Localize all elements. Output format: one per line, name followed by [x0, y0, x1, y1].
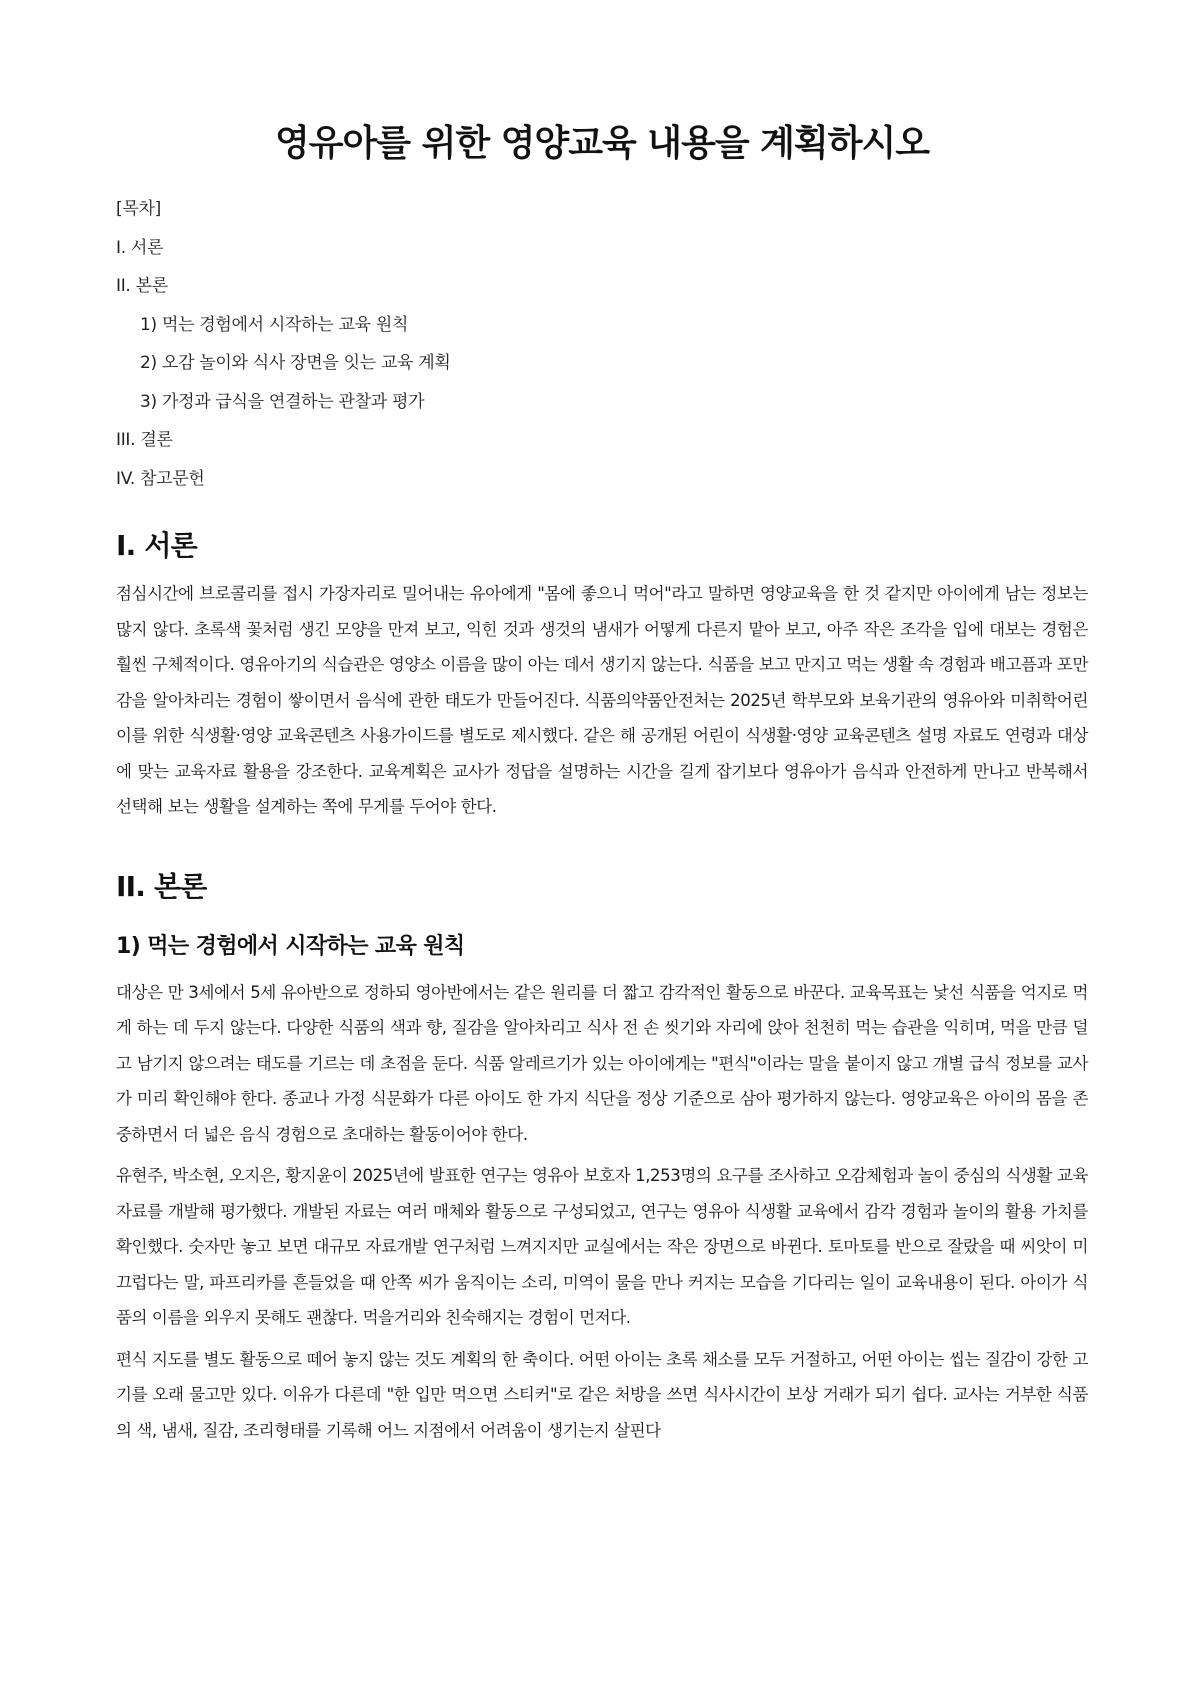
toc-item-references: IV. 참고문헌	[116, 468, 205, 489]
toc-heading: [목차]	[116, 199, 161, 219]
intro-heading: I. 서론	[116, 529, 197, 562]
body-section1-paragraph-1: 대상은 만 3세에서 5세 유아반으로 정하되 영아반에서는 같은 원리를 더 짧고 감각적인 활동으로 바꾼다. 교육목표는 낯선 식품을 억지로 먹게 하는 데 두지 않는다. 다양한 식품의 색과 향, 질감을 알아차리고 식사 전 손 씻기와 자리에 앉아 천천히 먹는 습관을 익히며, 먹을 만큼 덜고 남기지 않으려는 태도를 기르는 데 초점을 둔다. 식품 알레르기가 있는 아이에게는 "편식"이라는 말을 붙이지 않고 개별 급식 정보를 교사가 미리 확인해야 한다. 종교나 가정 식문화가 다른 아이도 한 가지 식단을 정상 기준으로 삼아 평가하지 않는다. 영양교육은 아이의 몸을 존중하면서 더 넓은 음식 경험으로 초대하는 활동이어야 한다.	[116, 982, 1088, 1144]
toc-item-intro: I. 서론	[116, 237, 164, 258]
document-title: 영유아를 위한 영양교육 내용을 계획하시오	[274, 123, 930, 164]
toc-item-body-2: 2) 오감 놀이와 식사 장면을 잇는 교육 계획	[140, 353, 451, 373]
toc-item-body-3: 3) 가정과 급식을 연결하는 관찰과 평가	[140, 391, 425, 412]
body-section1-paragraph-2: 유현주, 박소현, 오지은, 황지윤이 2025년에 발표한 연구는 영유아 보호자 1,253명의 요구를 조사하고 오감체험과 놀이 중심의 식생활 교육자료를 개발해 평가했다. 개발된 자료는 여러 매체와 활동으로 구성되었고, 연구는 영유아 식생활 교육에서 감각 경험과 놀이의 활용 가치를 확인했다. 숫자만 놓고 보면 대규모 자료개발 연구처럼 느껴지지만 교실에서는 작은 장면으로 바뀐다. 토마토를 반으로 잘랐을 때 씨앗이 미끄럽다는 말, 파프리카를 흔들었을 때 안쪽 씨가 움직이는 소리, 미역이 물을 만나 커지는 모습을 기다리는 일이 교육내용이 된다. 아이가 식품의 이름을 외우지 못해도 괜찮다. 먹을거리와 친숙해지는 경험이 먼저다.	[116, 1166, 1088, 1327]
body-heading: II. 본론	[116, 869, 207, 903]
section-spacer	[116, 831, 1088, 861]
body-section1-heading: 1) 먹는 경험에서 시작하는 교육 원칙	[116, 933, 465, 959]
body-section1-paragraph-3: 편식 지도를 별도 활동으로 떼어 놓지 않는 것도 계획의 한 축이다. 어떤 아이는 초록 채소를 모두 거절하고, 어떤 아이는 씹는 질감이 강한 고기를 오래 물고만 있다. 이유가 다른데 "한 입만 먹으면 스티커"로 같은 처방을 쓰면 식사시간이 보상 거래가 되기 쉽다. 교사는 거부한 식품의 색, 냄새, 질감, 조리형태를 기록해 어느 지점에서 어려움이 생기는지 살핀다	[116, 1349, 1088, 1440]
toc-item-body-1: 1) 먹는 경험에서 시작하는 교육 원칙	[140, 314, 409, 335]
toc-item-body: II. 본론	[116, 276, 168, 296]
intro-paragraph: 점심시간에 브로콜리를 접시 가장자리로 밀어내는 유아에게 "몸에 좋으니 먹어"라고 말하면 영양교육을 한 것 같지만 아이에게 남는 정보는 많지 않다. 초록색 꽃처럼 생긴 모양을 만져 보고, 익힌 것과 생것의 냄새가 어떻게 다른지 맡아 보고, 아주 작은 조각을 입에 대보는 경험은 훨씬 구체적이다. 영유아기의 식습관은 영양소 이름을 많이 아는 데서 생기지 않는다. 식품을 보고 만지고 먹는 생활 속 경험과 배고픔과 포만감을 알아차리는 경험이 쌓이면서 음식에 관한 태도가 만들어진다. 식품의약품안전처는 2025년 학부모와 보육기관의 영유아와 미취학어린이를 위한 식생활·영양 교육콘텐츠 사용가이드를 별도로 제시했다. 같은 해 공개된 어린이 식생활·영양 교육콘텐츠 설명 자료도 연령과 대상에 맞는 교육자료 활용을 강조한다. 교육계획은 교사가 정답을 설명하는 시간을 길게 잡기보다 영유아가 음식과 안전하게 만나고 반복해서 선택해 보는 생활을 설계하는 쪽에 무게를 두어야 한다.	[116, 584, 1088, 816]
table-of-contents	[116, 190, 1088, 498]
toc-item-conclusion: III. 결론	[116, 430, 173, 450]
